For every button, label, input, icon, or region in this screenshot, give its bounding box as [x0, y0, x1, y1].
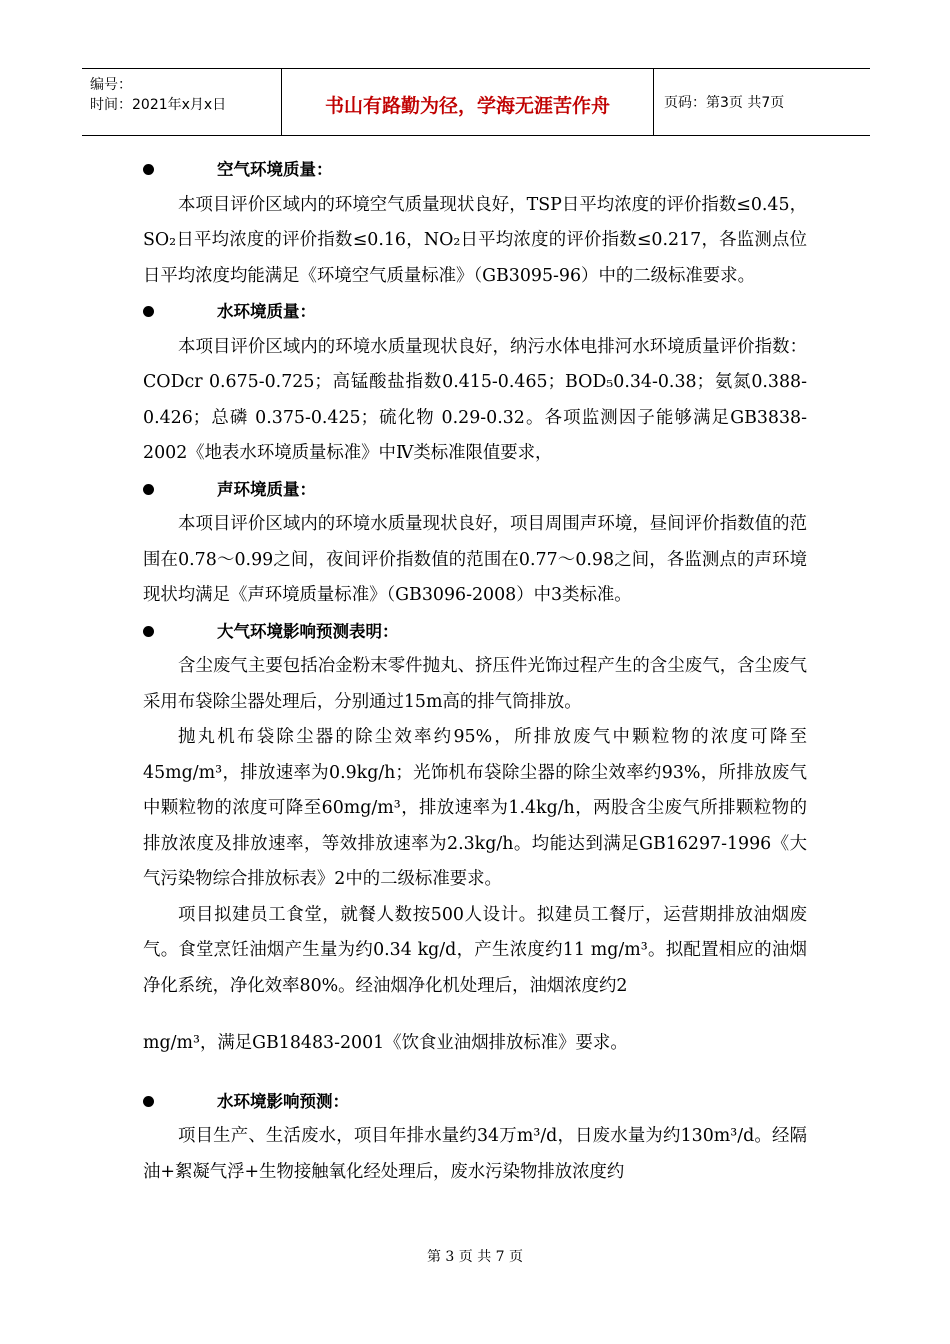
section-heading-water-prediction: 水环境影响预测： [143, 1084, 807, 1120]
number-label: 编号： [90, 77, 132, 93]
document-body [143, 152, 807, 1190]
paragraph-atmos-3: 项目拟建员工食堂，就餐人数按500人设计。拟建员工餐厅，运营期排放油烟废气。食堂烹饪油烟产生量为约0.34 kg/d，产生浓度约11 mg/m³。拟配置相应的油烟净化系统，净化效率80%。经油烟净化机处理后，油烟浓度约2 [143, 904, 807, 996]
section-heading-noise-quality: 声环境质量： [143, 472, 807, 508]
page-header [82, 68, 870, 136]
paragraph-water-quality: 本项目评价区域内的环境水质量现状良好，纳污水体电排河水环境质量评价指数：CODcr 0.675-0.725；高锰酸盐指数0.415-0.465；BOD₅0.34-0.38；氨氮0.388-0.426；总磷 0.375-0.425；硫化物 0.29-0.32。各项监测因子能够满足GB3838-2002《地表水环境质量标准》中Ⅳ类标准限值要求， [143, 336, 807, 463]
bullet-icon [143, 626, 154, 637]
paragraph-water-prediction: 项目生产、生活废水，项目年排水量约34万m³/d，日废水量为约130m³/d。经隔油+絮凝气浮+生物接触氧化经处理后，废水污染物排放浓度约 [143, 1126, 807, 1182]
section-heading-atmos-prediction: 大气环境影响预测表明： [143, 614, 807, 650]
paragraph-atmos-2: 抛丸机布袋除尘器的除尘效率约95%，所排放废气中颗粒物的浓度可降至45mg/m³，排放速率为0.9kg/h；光饰机布袋除尘器的除尘效率约93%，所排放废气中颗粒物的浓度可降至60mg/m³，排放速率为1.4kg/h，两股含尘废气所排颗粒物的排放浓度及排放速率，等效排放速率为2.3kg/h。均能达到满足GB16297-1996《大气污染物综合排放标表》2中的二级标准要求。 [143, 727, 807, 889]
paragraph-atmos-4: mg/m³，满足GB18483-2001《饮食业油烟排放标准》要求。 [143, 1033, 628, 1053]
header-meta [82, 69, 282, 135]
paragraph-noise-quality: 本项目评价区域内的环境水质量现状良好，项目周围声环境，昼间评价指数值的范围在0.78～0.99之间，夜间评价指数值的范围在0.77～0.98之间，各监测点的声环境现状均满足《声环境质量标准》（GB3096-2008）中3类标准。 [143, 514, 807, 605]
section-heading-water-quality: 水环境质量： [143, 294, 807, 330]
header-motto: 书山有路勤为径，学海无涯苦作舟 [282, 69, 654, 135]
bullet-icon [143, 484, 154, 495]
time-label: 时间：2021年x月x日 [90, 97, 227, 113]
section-heading-air-quality: 空气环境质量： [143, 152, 807, 188]
bullet-icon [143, 1096, 154, 1107]
paragraph-atmos-1: 含尘废气主要包括冶金粉末零件抛丸、挤压件光饰过程产生的含尘废气，含尘废气采用布袋除尘器处理后，分别通过15m高的排气筒排放。 [143, 656, 807, 712]
header-page-label: 页码：第3页 共7页 [664, 95, 785, 111]
paragraph-air-quality: 本项目评价区域内的环境空气质量现状良好，TSP日平均浓度的评价指数≤0.45，SO₂日平均浓度的评价指数≤0.16，NO₂日平均浓度的评价指数≤0.217，各监测点位日平均浓度均能满足《环境空气质量标准》（GB3095-96）中的二级标准要求。 [143, 194, 807, 286]
bullet-icon [143, 306, 154, 317]
bullet-icon [143, 164, 154, 175]
page-footer: 第 3 页 共 7 页 [426, 1249, 524, 1265]
